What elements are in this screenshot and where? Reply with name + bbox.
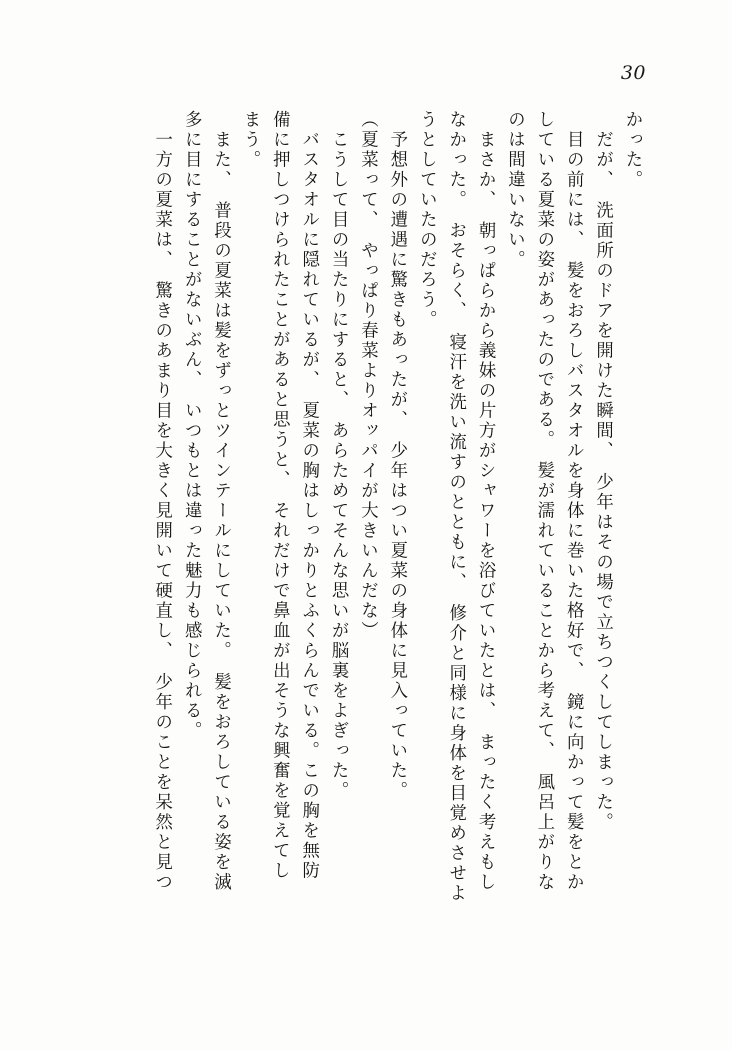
text-column: まう。 bbox=[239, 110, 260, 170]
text-column: また、 普段の夏菜は髪をずっとツインテールにしていた。 髪をおろしている姿を滅 bbox=[210, 110, 231, 893]
text-column: かった。 bbox=[622, 110, 642, 190]
text-column: 一方の夏菜は、 驚きのあまり目を大きく見開いて硬直し、 少年のことを呆然と見つ bbox=[151, 110, 172, 893]
text-column: バスタオルに隠れているが、 夏菜の胸はしっかりとふくらんでいる。この胸を無防 bbox=[298, 110, 319, 882]
text-column: 多に目にすることがないぶん、 いつもとは違った魅力も感じられる。 bbox=[181, 110, 202, 742]
text-column: 備に押しつけられたことがあると思うと、 それだけで鼻血が出そうな興奮を覚えてし bbox=[269, 110, 290, 882]
text-column: している夏菜の姿があったのである。 髪が濡れていることから考えて、 風呂上がりな bbox=[533, 110, 554, 893]
text-column: のは間違いない。 bbox=[504, 110, 525, 270]
text-column: まさか、 朝っぱらから義妹の片方がシャワーを浴びていたとは、 まったく考えもし bbox=[475, 110, 496, 893]
text-column: なかった。 おそらく、 寝汗を洗い流すのとともに、 修介と同様に身体を目覚めさせよ bbox=[445, 110, 466, 904]
text-column: こうして目の当たりにすると、 あらためてそんな思いが脳裏をよぎった。 bbox=[328, 110, 349, 802]
text-column: だが、 洗面所のドアを開けた瞬間、 少年はその場で立ちつくしてしまった。 bbox=[592, 110, 613, 833]
vertical-text-block bbox=[92, 110, 640, 990]
text-column: うとしていたのだろう。 bbox=[416, 110, 437, 330]
text-column: 目の前には、 髪をおろしバスタオルを身体に巻いた格好で、 鏡に向かって髪をとか bbox=[563, 110, 584, 893]
text-column: 予想外の遭遇に驚きもあったが、 少年はつい夏菜の身体に見入っていた。 bbox=[386, 110, 407, 802]
page-number: 30 bbox=[620, 62, 646, 84]
text-column: （夏菜って、 やっぱり春菜よりオッパイが大きいんだな） bbox=[357, 110, 378, 642]
